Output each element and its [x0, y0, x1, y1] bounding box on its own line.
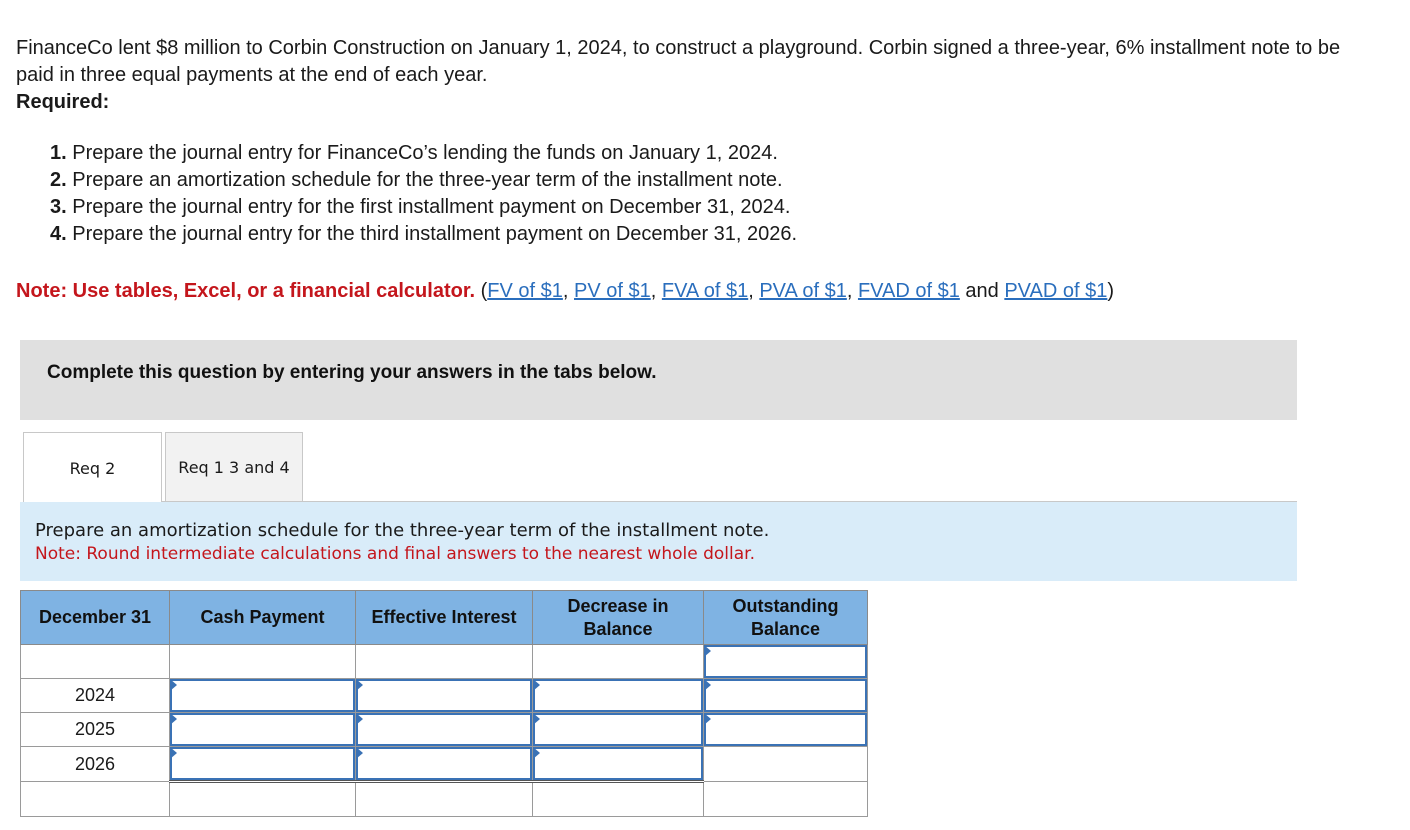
requirement-text: Prepare the journal entry for the third installment payment on December 31, 2026.: [66, 223, 798, 245]
tab-req-2[interactable]: [23, 432, 162, 503]
table-row: [21, 747, 868, 782]
decrease-in-balance-cell: [533, 679, 704, 713]
requirement-number: 2.: [50, 169, 67, 191]
effective-interest-cell: [356, 747, 533, 782]
effective-interest-2026-input[interactable]: [356, 747, 532, 780]
effective-interest-cell: [356, 713, 533, 747]
problem-statement: [16, 35, 1376, 116]
instructions-banner-text: Complete this question by entering your answers in the tabs below.: [47, 362, 657, 383]
decrease-in-balance-cell: [533, 713, 704, 747]
effective-interest-2024-input[interactable]: [356, 679, 532, 712]
empty-cell: [704, 747, 868, 782]
requirement-text: Prepare an amortization schedule for the three-year term of the installment note.: [66, 169, 783, 191]
input-marker-icon: [356, 713, 363, 725]
table-row: [21, 713, 868, 747]
problem-text: FinanceCo lent $8 million to Corbin Construction on January 1, 2024, to construct a playground. Corbin signed a three-year, 6% installment note to be paid in three equal payments at the end of each year.: [16, 37, 1341, 86]
cash-payment-cell: [170, 679, 356, 713]
open-paren: (: [475, 280, 488, 302]
tab-label: Req 2: [69, 458, 116, 478]
input-marker-icon: [533, 679, 540, 691]
separator: ,: [650, 280, 662, 302]
requirement-number: 4.: [50, 223, 67, 245]
outstanding-balance-cell: [704, 713, 868, 747]
input-marker-icon: [170, 747, 177, 759]
empty-cell: [704, 782, 868, 817]
rounding-note: Note: Round intermediate calculations and final answers to the nearest whole dollar.: [35, 544, 755, 564]
effective-interest-total-cell: [356, 782, 533, 817]
input-marker-icon: [704, 679, 711, 691]
cash-payment-total-cell: [170, 782, 356, 817]
year-cell: 2024: [21, 679, 170, 713]
initial-outstanding-balance-input[interactable]: [704, 645, 867, 678]
empty-cell: [21, 645, 170, 679]
tab-label: Req 1 3 and 4: [178, 457, 290, 477]
input-marker-icon: [170, 679, 177, 691]
tab-instruction-text: Prepare an amortization schedule for the three-year term of the installment note.: [35, 520, 770, 541]
note-text: Note: Use tables, Excel, or a financial calculator.: [16, 280, 476, 302]
decrease-in-balance-cell: [533, 747, 704, 782]
link-fv-of-1[interactable]: FV of $1: [487, 280, 563, 302]
effective-interest-2025-input[interactable]: [356, 713, 532, 746]
table-header-row: [21, 591, 868, 645]
link-fva-of-1[interactable]: FVA of $1: [661, 280, 749, 302]
requirement-3: [50, 194, 797, 221]
input-marker-icon: [704, 713, 711, 725]
close-paren: ): [1107, 280, 1115, 302]
input-marker-icon: [356, 679, 363, 691]
col-header-outstanding-balance: Outstanding Balance: [704, 591, 868, 645]
initial-balance-cell: [704, 645, 868, 679]
cash-payment-2024-input[interactable]: [170, 679, 355, 712]
tab-req-1-3-and-4[interactable]: [165, 432, 303, 502]
link-pvad-of-1[interactable]: PVAD of $1: [1004, 280, 1108, 302]
requirement-number: 3.: [50, 196, 67, 218]
instructions-banner: [20, 340, 1297, 420]
separator: ,: [562, 280, 575, 302]
requirement-text: Prepare the journal entry for FinanceCo’s lending the funds on January 1, 2024.: [66, 142, 778, 164]
decrease-in-balance-2026-input[interactable]: [533, 747, 703, 780]
totals-row: [21, 782, 868, 817]
cash-payment-cell: [170, 747, 356, 782]
year-cell: 2025: [21, 713, 170, 747]
requirement-2: [50, 167, 797, 194]
cash-payment-cell: [170, 713, 356, 747]
input-marker-icon: [170, 713, 177, 725]
amortization-schedule: [20, 590, 868, 817]
and-text: and: [959, 280, 1005, 302]
year-cell: 2026: [21, 747, 170, 782]
decrease-in-balance-2024-input[interactable]: [533, 679, 703, 712]
empty-cell: [533, 645, 704, 679]
outstanding-balance-2025-input[interactable]: [704, 713, 867, 746]
col-header-effective-interest: Effective Interest: [356, 591, 533, 645]
note-line: [16, 278, 1114, 304]
col-header-cash-payment: Cash Payment: [170, 591, 356, 645]
tab-instructions: [20, 502, 1297, 581]
requirement-number: 1.: [50, 142, 67, 164]
link-fvad-of-1[interactable]: FVAD of $1: [857, 280, 960, 302]
decrease-in-balance-2025-input[interactable]: [533, 713, 703, 746]
link-pv-of-1[interactable]: PV of $1: [574, 280, 651, 302]
decrease-in-balance-total-cell: [533, 782, 704, 817]
separator: ,: [846, 280, 858, 302]
requirements-list: [50, 140, 797, 248]
requirement-1: [50, 140, 797, 167]
link-pva-of-1[interactable]: PVA of $1: [759, 280, 847, 302]
col-header-decrease-in-balance: Decrease in Balance: [533, 591, 704, 645]
cash-payment-2026-input[interactable]: [170, 747, 355, 780]
table-row: [21, 645, 868, 679]
input-marker-icon: [356, 747, 363, 759]
input-marker-icon: [704, 645, 711, 657]
table-row: [21, 679, 868, 713]
col-header-december-31: December 31: [21, 591, 170, 645]
requirement-text: Prepare the journal entry for the first installment payment on December 31, 2024.: [66, 196, 791, 218]
requirement-4: [50, 221, 797, 248]
empty-cell: [356, 645, 533, 679]
input-marker-icon: [533, 747, 540, 759]
cash-payment-2025-input[interactable]: [170, 713, 355, 746]
input-marker-icon: [533, 713, 540, 725]
outstanding-balance-cell: [704, 679, 868, 713]
effective-interest-cell: [356, 679, 533, 713]
empty-cell: [21, 782, 170, 817]
separator: ,: [748, 280, 760, 302]
outstanding-balance-2024-input[interactable]: [704, 679, 867, 712]
required-heading: Required:: [16, 91, 110, 113]
empty-cell: [170, 645, 356, 679]
